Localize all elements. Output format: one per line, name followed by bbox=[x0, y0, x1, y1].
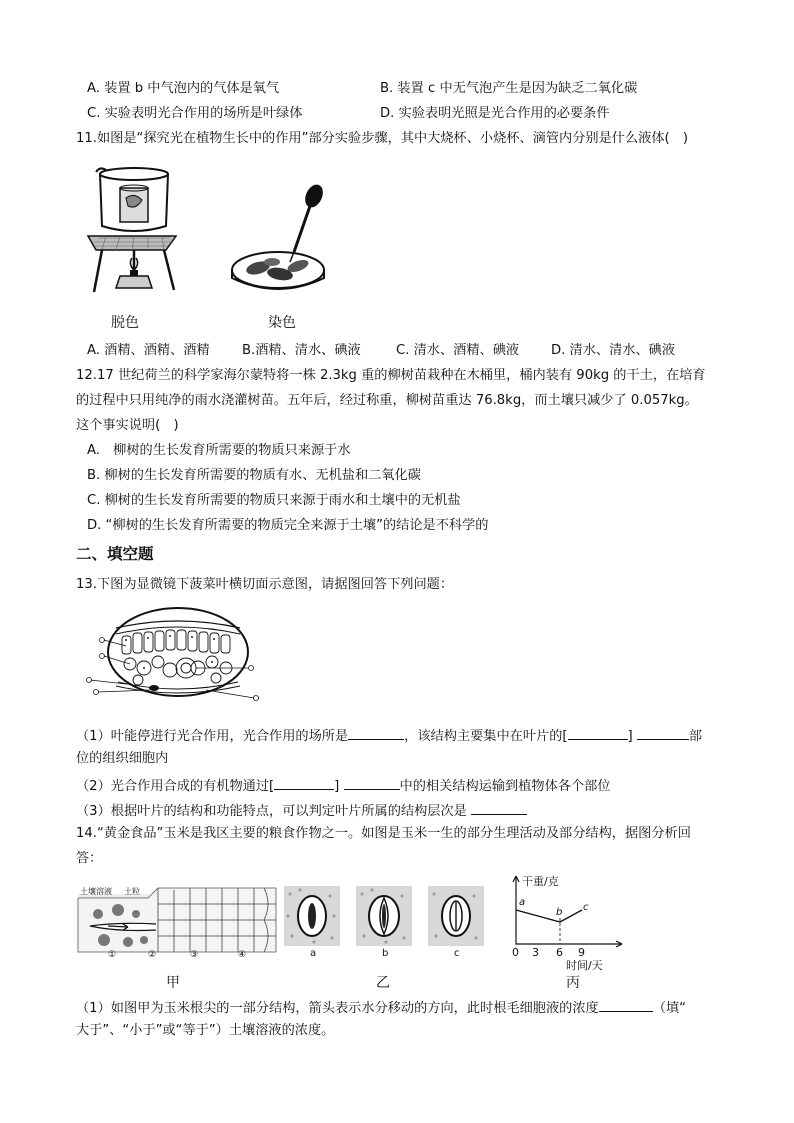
q10-option-a: A. 装置 b 中气泡内的气体是氧气 bbox=[87, 81, 280, 96]
q12-stem-line2: 的过程中只用纯净的雨水浇灌树苗。五年后，经过称重，柳树苗重达 76.8kg，而土壤只减少了 0.057kg。 bbox=[76, 393, 698, 408]
label-soil-solution: 土壤溶液 bbox=[80, 887, 112, 896]
q13-p1-text-d: 部 bbox=[688, 729, 703, 744]
graph-tick-9: 9 bbox=[578, 946, 585, 959]
leaf-cross-section-figure bbox=[86, 606, 262, 706]
q13-p1-blank-2[interactable] bbox=[568, 725, 628, 740]
q14-stem-line1: 14.“黄金食品”玉米是我区主要的粮食作物之一。如图是玉米一生的部分生理活动及部分结构，据图分析回 bbox=[76, 826, 691, 841]
q13-p1-text-a: （1）叶能停进行光合作用，光合作用的场所是 bbox=[76, 729, 349, 744]
q11-option-d: D. 清水、清水、碘液 bbox=[551, 343, 676, 358]
stoma-b-figure bbox=[356, 886, 412, 946]
stoma-label-c: c bbox=[454, 948, 460, 959]
q12-option-d: D. “柳树的生长发育所需要的物质完全来源于土壤”的结论是不科学的 bbox=[87, 518, 489, 533]
q13-part2 bbox=[76, 775, 611, 796]
q13-p1-blank-1[interactable] bbox=[348, 725, 404, 740]
figure-jia-caption: 甲 bbox=[166, 975, 180, 991]
stoma-a-figure bbox=[284, 886, 340, 946]
staining-dish-figure bbox=[228, 182, 342, 298]
q13-p2-blank-1[interactable] bbox=[274, 775, 334, 790]
graph-tick-3: 3 bbox=[532, 946, 539, 959]
marker-2: ② bbox=[148, 950, 157, 960]
q12-option-c: C. 柳树的生长发育所需要的物质只来源于雨水和土壤中的无机盐 bbox=[87, 493, 461, 508]
marker-1: ① bbox=[108, 950, 117, 960]
figure-bing-caption: 丙 bbox=[566, 975, 580, 991]
q14-stem-line2: 答： bbox=[76, 851, 103, 866]
graph-point-c: c bbox=[583, 902, 589, 913]
q12-option-b: B. 柳树的生长发育所需要的物质有水、无机盐和二氧化碳 bbox=[87, 468, 421, 483]
q11-option-c: C. 清水、酒精、碘液 bbox=[396, 343, 520, 358]
graph-point-a: a bbox=[519, 897, 526, 908]
graph-ylabel: 干重/克 bbox=[522, 875, 559, 888]
q13-p2-blank-2[interactable] bbox=[344, 775, 400, 790]
decolor-apparatus-figure bbox=[86, 164, 182, 314]
q13-part1-line1 bbox=[76, 725, 702, 746]
q11-stem: 11.如图是“探究光在植物生长中的作用”部分实验步骤，其中大烧杯、小烧杯、滴管内分别是什么液体( ) bbox=[76, 131, 688, 146]
q14-p1-text-b: （填“ bbox=[652, 1001, 686, 1016]
label-soil-particle: 土粒 bbox=[124, 887, 140, 896]
q13-p3-blank[interactable] bbox=[471, 800, 527, 815]
q13-part1-line2: 位的组织细胞内 bbox=[76, 751, 169, 766]
q13-p2-text-c: 中的相关结构运输到植物体各个部位 bbox=[399, 779, 611, 794]
q13-p3-text: （3）根据叶片的结构和功能特点，可以判定叶片所属的结构层次是 bbox=[76, 804, 467, 819]
q13-part3 bbox=[76, 800, 527, 821]
q11-option-b: B.酒精、清水、碘液 bbox=[242, 343, 361, 358]
stoma-label-a: a bbox=[310, 948, 317, 959]
stoma-label-b: b bbox=[382, 948, 389, 959]
staining-caption: 染色 bbox=[268, 315, 296, 331]
q14-part1-line2: 大于”、“小于”或“等于”）土壤溶液的浓度。 bbox=[76, 1023, 335, 1038]
q10-option-d: D. 实验表明光照是光合作用的必要条件 bbox=[380, 106, 610, 121]
q13-p1-text-b: ，该结构主要集中在叶片的[ bbox=[404, 729, 568, 744]
q12-stem-line3: 这个事实说明( ) bbox=[76, 418, 179, 433]
q13-p1-blank-3[interactable] bbox=[637, 725, 689, 740]
q13-p2-text-b: ] bbox=[334, 779, 340, 794]
q14-p1-blank[interactable] bbox=[599, 997, 653, 1012]
q14-p1-text-a: （1）如图甲为玉米根尖的一部分结构，箭头表示水分移动的方向，此时根毛细胞液的浓度 bbox=[76, 1001, 599, 1016]
q13-p2-text-a: （2）光合作用合成的有机物通过[ bbox=[76, 779, 275, 794]
q10-option-c: C. 实验表明光合作用的场所是叶绿体 bbox=[87, 106, 303, 121]
graph-tick-6: 6 bbox=[556, 946, 563, 959]
marker-4: ④ bbox=[238, 950, 247, 960]
q10-option-b: B. 装置 c 中无气泡产生是因为缺乏二氧化碳 bbox=[380, 81, 638, 96]
decolor-caption: 脱色 bbox=[111, 315, 139, 331]
q12-stem-line1: 12.17 世纪荷兰的科学家海尔蒙特将一株 2.3kg 重的柳树苗栽种在木桶里，桶内装有 90kg 的干土，在培育 bbox=[76, 368, 706, 383]
root-hair-figure bbox=[78, 884, 276, 960]
stoma-c-figure bbox=[428, 886, 484, 946]
graph-tick-0: 0 bbox=[512, 946, 519, 959]
q14-part1-line1 bbox=[76, 997, 686, 1018]
marker-3: ③ bbox=[190, 950, 199, 960]
graph-xlabel: 时间/天 bbox=[566, 959, 603, 972]
section-title-fill-in: 二、填空题 bbox=[76, 545, 154, 563]
q12-option-a: A. 柳树的生长发育所需要的物质只来源于水 bbox=[87, 443, 351, 458]
q11-option-a: A. 酒精、酒精、酒精 bbox=[87, 343, 210, 358]
q13-stem: 13.下图为显微镜下菠菜叶横切面示意图，请据图回答下列问题： bbox=[76, 577, 454, 592]
figure-yi-caption: 乙 bbox=[376, 975, 390, 991]
q13-p1-text-c: ] bbox=[627, 729, 633, 744]
graph-point-b: b bbox=[556, 907, 563, 918]
